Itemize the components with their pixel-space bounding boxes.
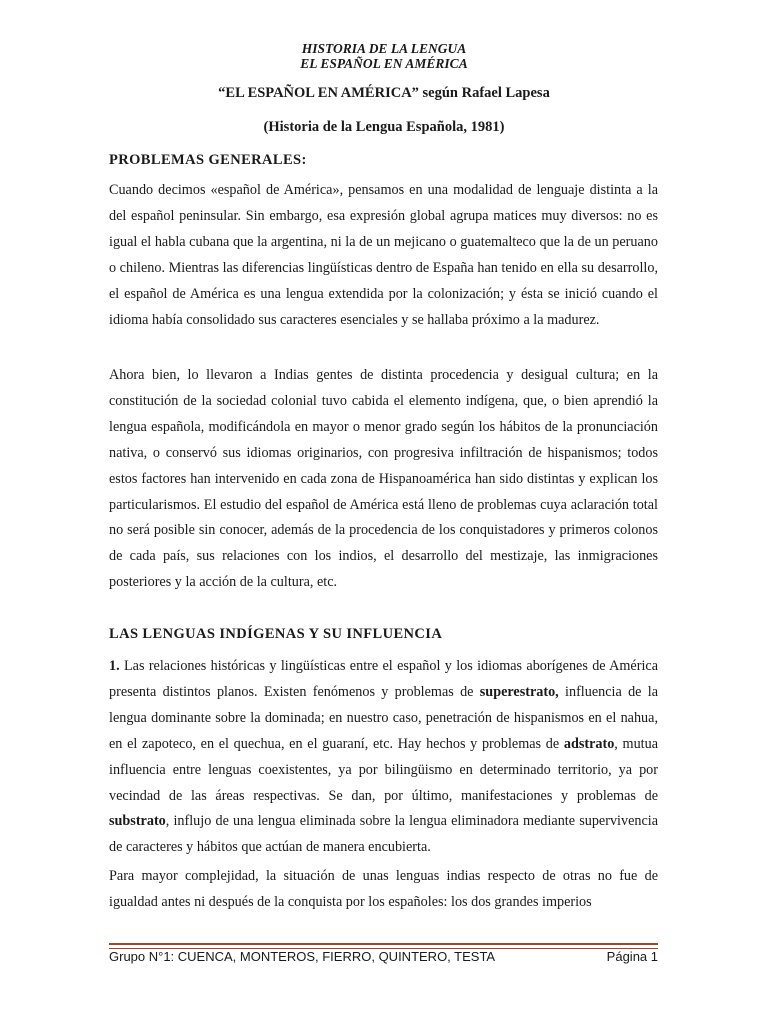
paragraph-text: , influjo de una lengua eliminada sobre la lengua eliminadora mediante supervivencia de caracteres y hábitos que actúan de manera encubierta. bbox=[109, 813, 658, 856]
document-title: “EL ESPAÑOL EN AMÉRICA” según Rafael Lapesa bbox=[218, 85, 550, 101]
paragraph-text: , mutua influencia entre lenguas coexistentes, ya por bilingüismo en determinado territorio, ya por vecindad de las áreas respectivas. Se dan, por último, manifestaciones y problemas de bbox=[109, 735, 658, 804]
footer-page-number: Página 1 bbox=[606, 949, 658, 964]
document-subtitle: (Historia de la Lengua Española, 1981) bbox=[263, 119, 505, 135]
section-heading-lenguas: LAS LENGUAS INDÍGENAS Y SU INFLUENCIA bbox=[109, 626, 443, 642]
paragraph-lenguas-2: Para mayor complejidad, la situación de unas lenguas indias respecto de otras no fue de igualdad antes ni después de la conquista por los españoles: los dos grandes imperios bbox=[109, 868, 658, 910]
term-superestrato: superestrato, bbox=[479, 683, 559, 700]
paragraph-number: 1. bbox=[109, 658, 120, 674]
paragraph-text: Las relaciones históricas y lingüísticas entre el español y los idiomas aborígenes de América presenta distintos planos. Existen fenómenos y problemas de bbox=[109, 658, 658, 700]
term-adstrato: adstrato bbox=[563, 735, 615, 752]
running-header bbox=[0, 41, 768, 71]
paragraph-lenguas-1 bbox=[109, 654, 658, 861]
header-line-1: HISTORIA DE LA LENGUA bbox=[301, 41, 467, 56]
header-line-2: EL ESPAÑOL EN AMÉRICA bbox=[300, 56, 468, 71]
term-substrato: substrato bbox=[109, 813, 166, 830]
footer-group: Grupo N°1: CUENCA, MONTEROS, FIERRO, QUINTERO, TESTA bbox=[109, 949, 496, 964]
paragraph-problemas-2: Ahora bien, lo llevaron a Indias gentes de distinta procedencia y desigual cultura; en la constitución de la sociedad colonial tuvo cabida el elemento indígena, que, o bien aprendió la lengua española, modificándola en mayor o menor grado según los hábitos de la pronunciación nativa, o conservó sus idiomas originarios, con progresiva infiltración de hispanismos; todos estos factores han intervenido en cada zona de Hispanoamérica han sido distintas y explican los particularismos. El estudio del español de América está lleno de problemas cuya aclaración total no será posible sin conocer, además de la procedencia de los conquistadores y primeros colonos de cada país, sus relaciones con los indios, el desarrollo del mestizaje, las inmigraciones posteriores y la acción de la cultura, etc. bbox=[109, 367, 658, 591]
paragraph-problemas-1: Cuando decimos «español de América», pensamos en una modalidad de lenguaje distinta a la del español peninsular. Sin embargo, esa expresión global agrupa matices muy diversos: no es igual el habla cubana que la argentina, ni la de un mejicano o guatemalteco que la de un peruano o chileno. Mientras las diferencias lingüísticas dentro de España han tenido en ella su desarrollo, el español de América es una lengua extendida por la colonización; y ésta se inició cuando el idioma había consolidado sus caracteres esenciales y se hallaba próximo a la madurez. bbox=[109, 182, 658, 328]
section-heading-problemas: PROBLEMAS GENERALES: bbox=[109, 152, 307, 168]
paragraph-text: influencia de la lengua dominante sobre la dominada; en nuestro caso, penetración de hispanismos en el nahua, en el zapoteco, en el quechua, en el guaraní, etc. Hay hechos y problemas de bbox=[109, 683, 658, 752]
